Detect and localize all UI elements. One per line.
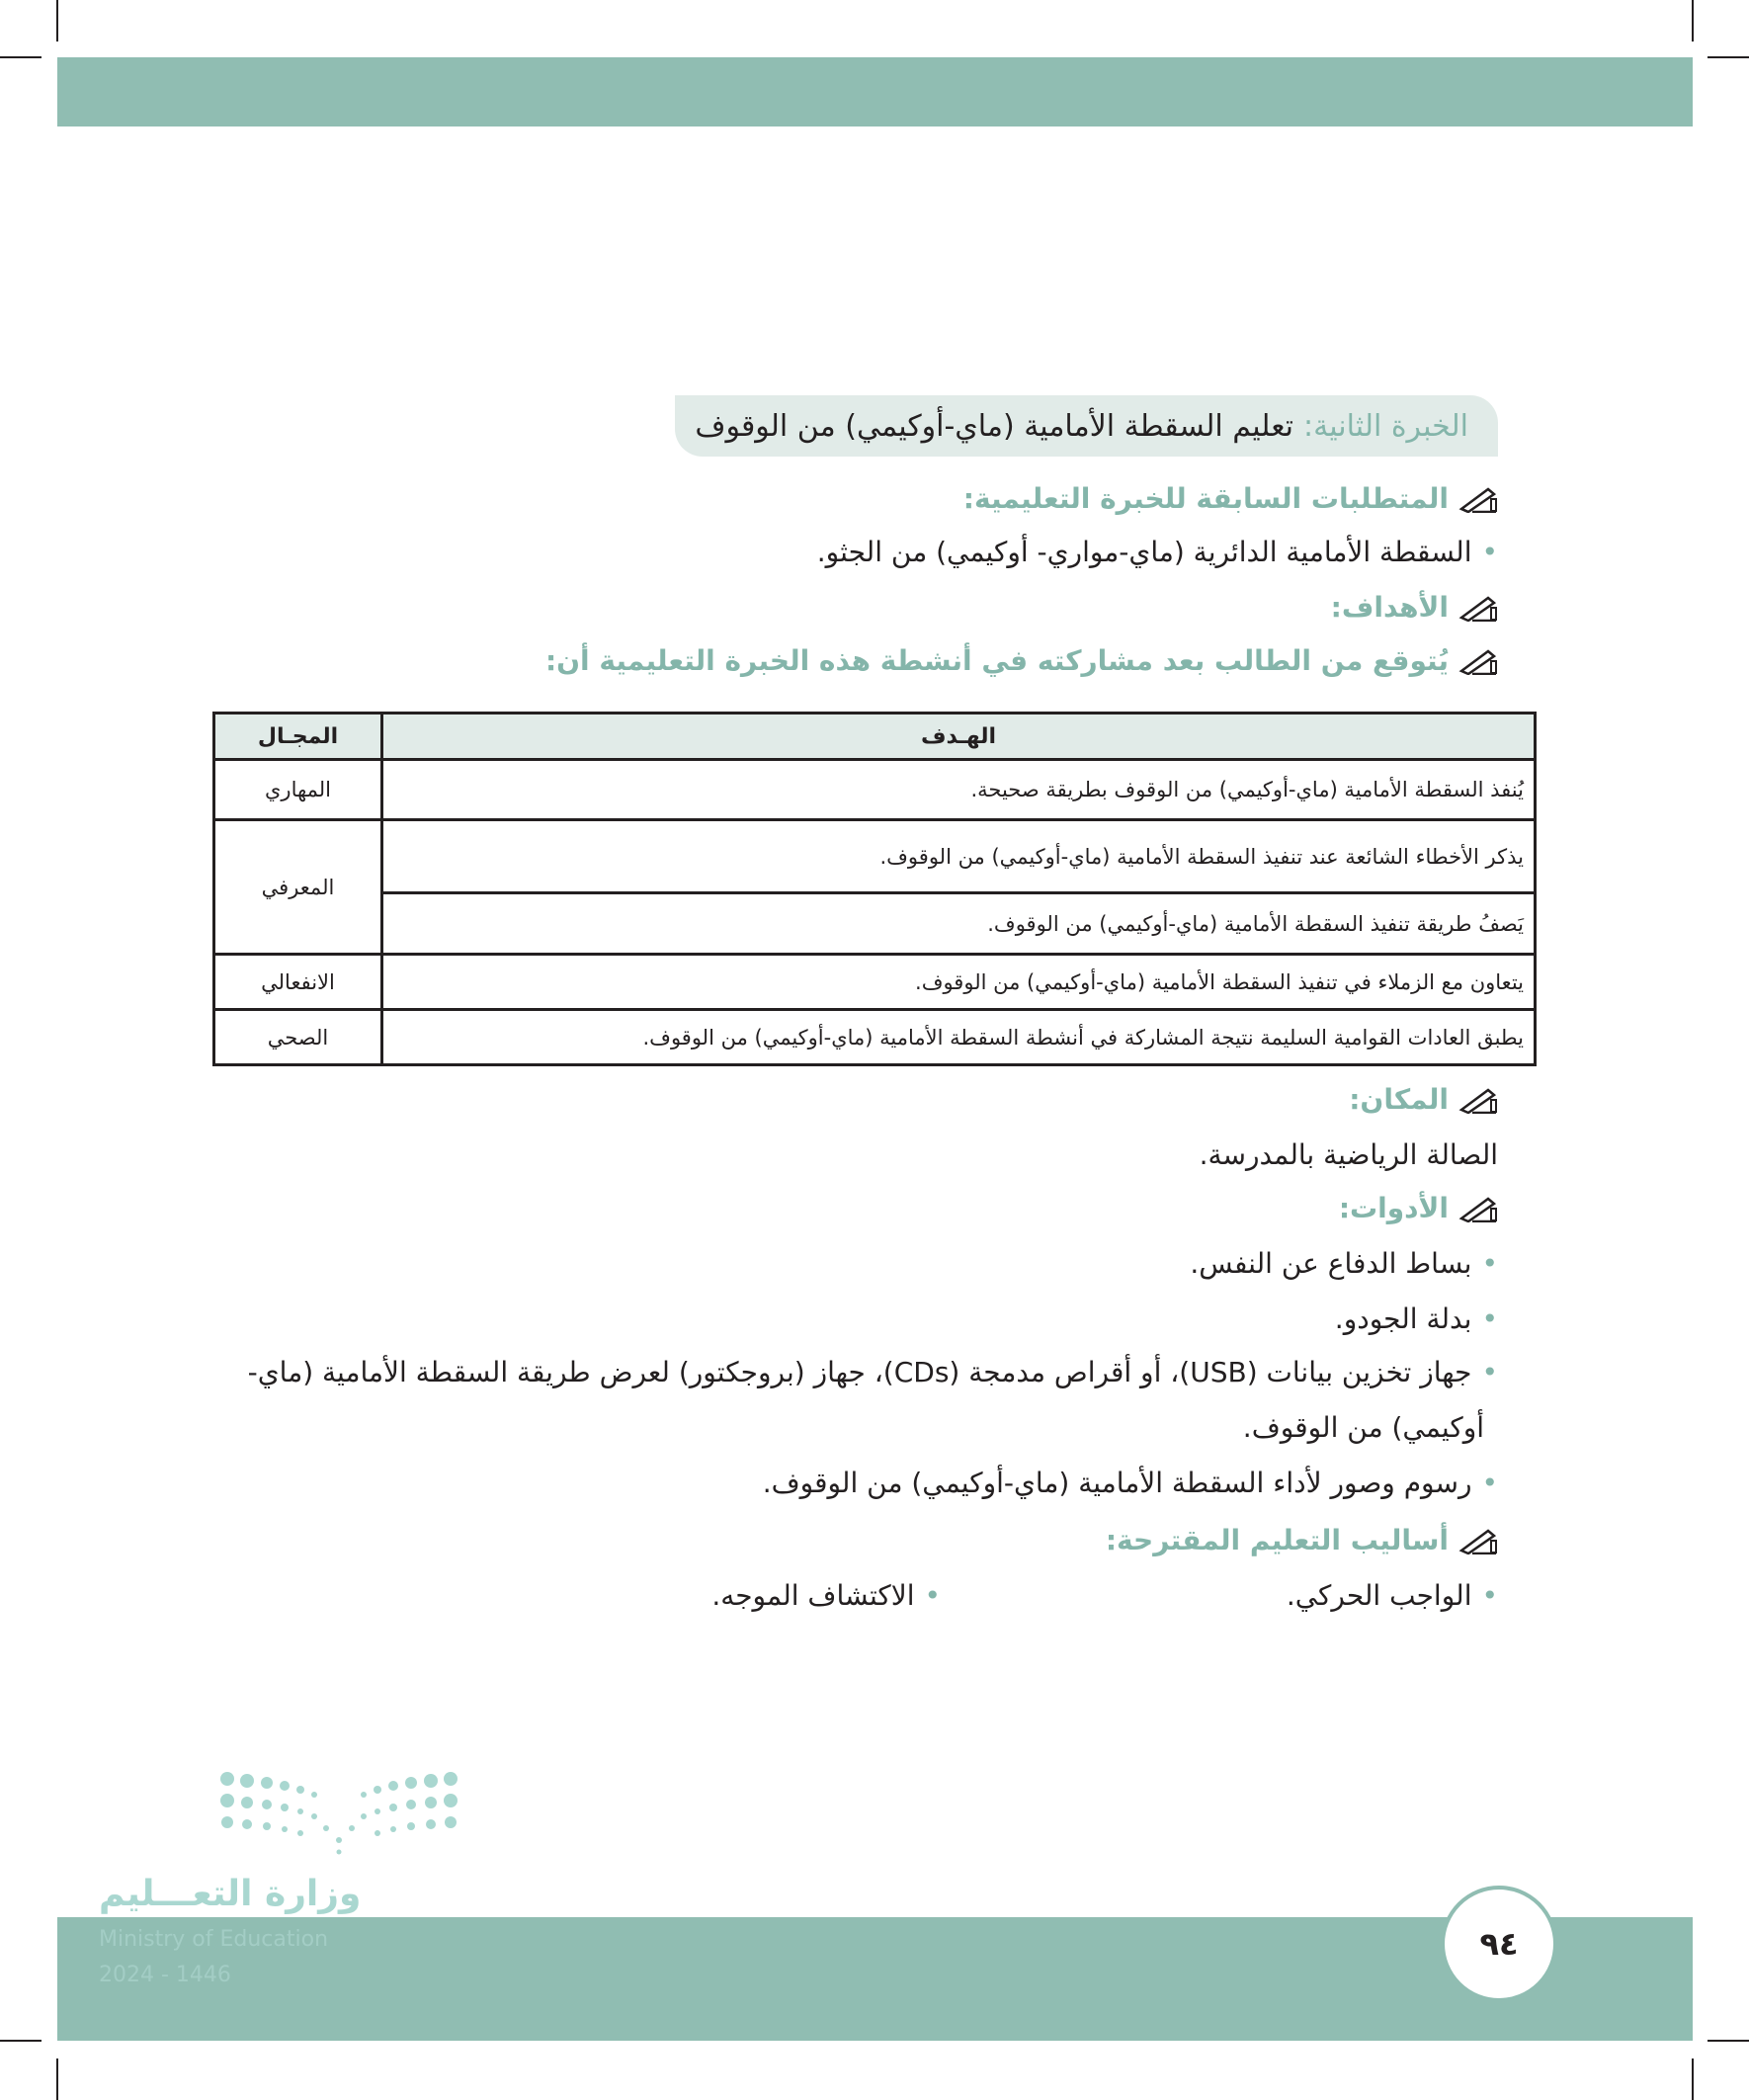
domain-column-header: المجـال — [214, 714, 382, 760]
place-text: الصالة الرياضية بالمدرسة. — [1199, 1138, 1498, 1171]
table-row — [214, 820, 1536, 893]
goals-table — [212, 712, 1537, 1066]
table-row — [214, 955, 1536, 1010]
methods-heading — [1106, 1524, 1498, 1556]
methods-item: • الواجب الحركي. — [1287, 1579, 1498, 1612]
tools-item: • رسوم وصور لأداء السقطة الأمامية (ماي-أوكيمي) من الوقوف. — [763, 1467, 1498, 1499]
table-row — [214, 1010, 1536, 1065]
ministry-name-english: Ministry of Education — [99, 1927, 329, 1952]
tools-heading-text: الأدوات: — [1338, 1192, 1449, 1224]
place-heading — [1349, 1083, 1498, 1116]
methods-heading-text: أساليب التعليم المقترحة: — [1105, 1524, 1449, 1556]
page-number: ٩٤ — [1441, 1886, 1557, 2002]
goal-cell: يذكر الأخطاء الشائعة عند تنفيذ السقطة الأمامية (ماي-أوكيمي) من الوقوف. — [382, 820, 1536, 893]
crop-mark — [0, 2040, 42, 2042]
objectives-intro-text: يُتوقع من الطالب بعد مشاركته في أنشطة هذه الخبرة التعليمية أن: — [544, 644, 1449, 677]
crop-mark — [56, 0, 58, 42]
goal-column-header: الهـدف — [382, 714, 1536, 760]
table-header-row — [214, 714, 1536, 760]
pen-icon — [1458, 1195, 1498, 1222]
objectives-intro — [545, 644, 1498, 677]
prereq-item: • السقطة الأمامية الدائرية (ماي-مواري- أوكيمي) من الجثو. — [817, 536, 1498, 568]
pen-icon — [1458, 485, 1498, 513]
objectives-heading-text: الأهداف: — [1330, 591, 1449, 624]
methods-item: • الاكتشاف الموجه. — [711, 1579, 941, 1612]
prereq-heading-text: المتطلبات السابقة للخبرة التعليمية: — [962, 482, 1449, 515]
pen-icon — [1458, 594, 1498, 622]
ministry-name-arabic: وزارة التعـــليم — [99, 1874, 362, 1914]
crop-mark — [1692, 2058, 1694, 2100]
crop-mark — [1707, 56, 1749, 58]
experience-title — [675, 395, 1498, 457]
table-row — [214, 760, 1536, 820]
crop-mark — [1707, 2040, 1749, 2042]
tools-item: • جهاز تخزين بيانات (USB)، أو أقراص مدمجة (CDs)، جهاز (بروجكتور) لعرض طريقة السقطة الأمامية (ماي- — [248, 1356, 1498, 1388]
experience-title-label: الخبرة الثانية: — [1303, 408, 1468, 444]
tools-heading — [1339, 1192, 1498, 1224]
header-band — [57, 57, 1693, 126]
goal-cell: يطبق العادات القوامية السليمة نتيجة المشاركة في أنشطة السقطة الأمامية (ماي-أوكيمي) من الوقوف. — [382, 1010, 1536, 1065]
prereq-heading — [963, 482, 1498, 515]
domain-cell: المعرفي — [214, 820, 382, 955]
domain-cell: الانفعالي — [214, 955, 382, 1010]
crop-mark — [56, 2058, 58, 2100]
pen-icon — [1458, 1086, 1498, 1114]
experience-title-text: تعليم السقطة الأمامية (ماي-أوكيمي) من الوقوف — [695, 408, 1294, 444]
goal-cell: يتعاون مع الزملاء في تنفيذ السقطة الأمامية (ماي-أوكيمي) من الوقوف. — [382, 955, 1536, 1010]
pen-icon — [1458, 1527, 1498, 1554]
crop-mark — [0, 56, 42, 58]
goal-cell: يُنفذ السقطة الأمامية (ماي-أوكيمي) من الوقوف بطريقة صحيحة. — [382, 760, 1536, 820]
tools-item-continuation: أوكيمي) من الوقوف. — [1242, 1411, 1484, 1444]
crop-mark — [1692, 0, 1694, 42]
ministry-year: 2024 - 1446 — [99, 1963, 231, 1987]
table-row — [214, 893, 1536, 955]
ministry-logo-icon — [215, 1769, 462, 1858]
pen-icon — [1458, 647, 1498, 675]
place-heading-text: المكان: — [1349, 1083, 1449, 1116]
tools-item: • بساط الدفاع عن النفس. — [1190, 1247, 1498, 1280]
tools-item: • بدلة الجودو. — [1335, 1302, 1498, 1335]
domain-cell: الصحي — [214, 1010, 382, 1065]
domain-cell: المهاري — [214, 760, 382, 820]
objectives-heading — [1331, 591, 1498, 624]
goal-cell: يَصفُ طريقة تنفيذ السقطة الأمامية (ماي-أوكيمي) من الوقوف. — [382, 893, 1536, 955]
